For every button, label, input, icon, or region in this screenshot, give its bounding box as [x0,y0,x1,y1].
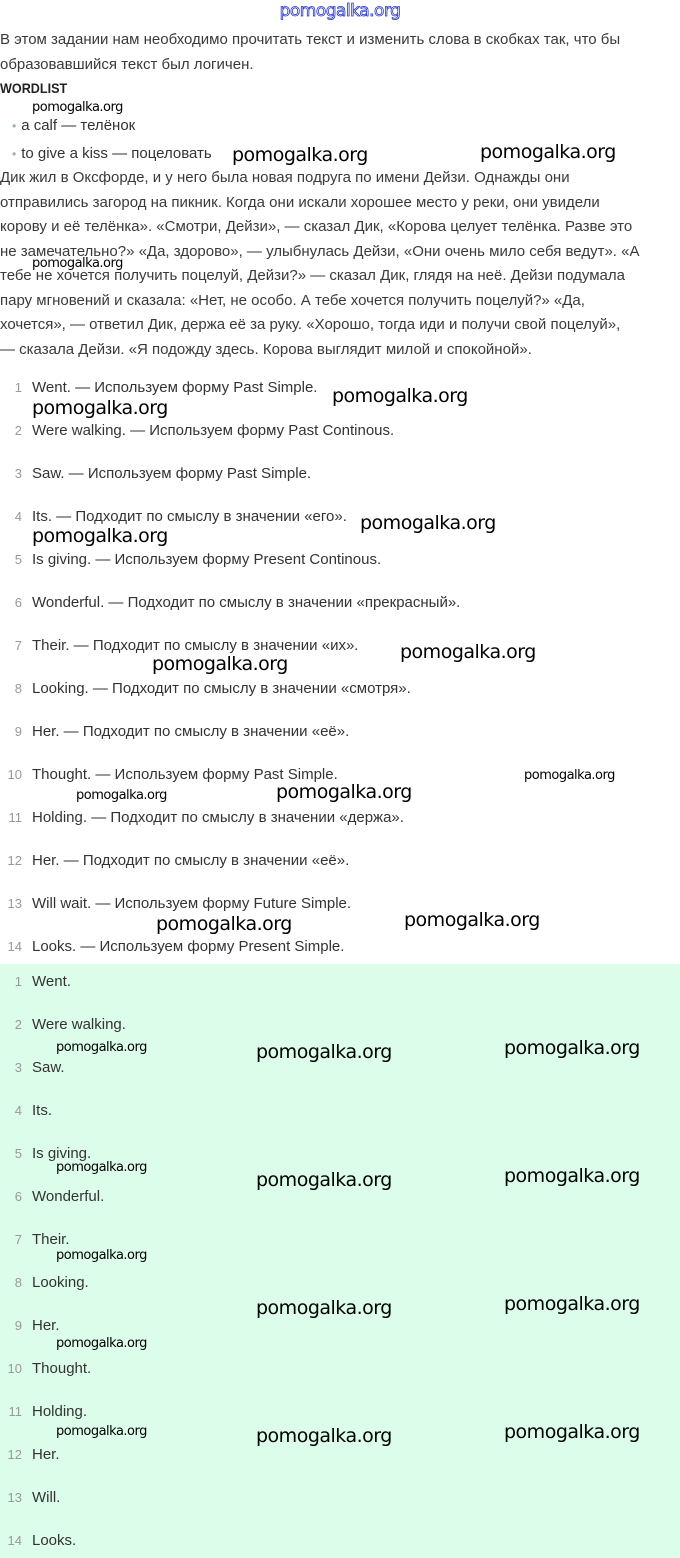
item-number: 9 [14,724,22,739]
item-number: 11 [8,810,22,825]
watermark: pomogalka.org [504,1037,640,1059]
watermark: pomogalka.org [76,788,167,803]
item-number: 13 [7,1490,22,1505]
watermark: pomogalka.org [56,1040,147,1055]
list-item [0,720,349,744]
wordlist-item: • a calf — телёнок [12,117,135,134]
watermark: pomogalka.org [360,512,496,534]
item-text: Thought. — Используем форму Past Simple. [32,766,338,783]
paragraph-line: Дик жил в Оксфорде, и у него была новая подруга по имени Дейзи. Однажды они [0,169,570,186]
wordlist-title: WORDLIST [0,80,68,96]
item-number: 1 [14,974,22,989]
watermark: pomogalka.org [332,385,468,407]
item-number: 9 [14,1318,22,1333]
watermark: pomogalka.org [32,256,123,271]
item-number: 10 [7,767,22,782]
paragraph-line: не замечательно?» «Да, здорово», — улыбнулась Дейзи, «Они очень мило себя ведут». «А [0,242,640,260]
watermark: pomogalka.org [256,1297,392,1319]
watermark: pomogalka.org [32,525,168,547]
watermark: pomogalka.org [56,1424,147,1439]
item-text: Went. — Используем форму Past Simple. [32,379,318,396]
watermark: pomogalka.org [156,913,292,935]
item-number: 5 [14,552,22,567]
item-text: Looks. [32,1532,77,1549]
watermark: pomogalka.org [256,1041,392,1063]
watermark: pomogalka.org [524,768,615,783]
item-text: Holding. — Подходит по смыслу в значении «держа». [32,809,404,826]
item-text: Wonderful. — Подходит по смыслу в значении «прекрасный». [32,594,461,611]
watermark: pomogalka.org [56,1160,147,1175]
list-item [0,1357,91,1381]
item-text: Wonderful. [32,1188,105,1205]
item-text: Her. [32,1446,60,1463]
item-number: 6 [14,1189,22,1204]
item-number: 12 [7,1447,22,1462]
watermark: pomogalka.org [504,1293,640,1315]
item-number: 6 [14,595,22,610]
item-text: Thought. [32,1360,92,1377]
item-number: 3 [14,466,22,481]
item-text: Saw. — Используем форму Past Simple. [32,465,312,482]
watermark: pomogalka.org [276,781,412,803]
item-number: 8 [14,681,22,696]
item-text: Looking. — Подходит по смыслу в значении «смотря». [32,680,411,697]
paragraph-line: хочется», — ответил Дик, держа её за руку. «Хорошо, тогда иди и получи свой поцелуй», [0,316,621,333]
item-text: Its. — Подходит по смыслу в значении «его». [32,508,347,525]
list-item [0,806,404,830]
item-number: 1 [14,380,22,395]
paragraph-line: тебе не хочется получить поцелуй, Дейзи?» — сказал Дик, глядя на неё. Дейзи подумала [0,267,625,284]
site-header-watermark: pomogalka.org [279,1,401,21]
list-item [0,1099,52,1123]
list-item [0,677,411,701]
item-number: 10 [7,1361,22,1376]
list-item [0,935,344,959]
list-item [0,1056,65,1080]
item-number: 11 [8,1404,22,1419]
item-number: 4 [14,509,22,524]
list-item [0,1443,60,1467]
item-text: Will wait. — Используем форму Future Simple. [32,895,352,912]
watermark: pomogalka.org [32,397,168,419]
item-text: Is giving. [32,1145,92,1162]
wordlist-item: • to give a kiss — поцеловать [12,145,212,162]
item-text: Holding. [32,1403,88,1420]
item-text: Were walking. — Используем форму Past Continous. [32,422,395,439]
watermark: pomogalka.org [504,1165,640,1187]
item-number: 7 [14,1232,22,1247]
watermark: pomogalka.org [400,641,536,663]
paragraph-line: пару мгновений и сказала: «Нет, не особо. А тебе хочется получить поцелуй?» «Да, [0,291,585,309]
list-item [0,591,460,615]
item-number: 7 [14,638,22,653]
list-item [0,849,349,873]
item-number: 14 [7,939,22,954]
watermark: pomogalka.org [504,1421,640,1443]
list-item [0,1529,76,1553]
task-intro [0,27,620,77]
item-number: 2 [14,423,22,438]
item-text: Went. [32,973,71,990]
item-number: 4 [14,1103,22,1118]
item-number: 12 [7,853,22,868]
item-text: Looks. — Используем форму Present Simple. [32,938,345,955]
item-text: Saw. [32,1059,65,1076]
watermark: pomogalka.org [56,1336,147,1351]
list-item [0,462,311,486]
watermark: pomogalka.org [404,909,540,931]
list-item [0,1185,104,1209]
watermark: pomogalka.org [232,144,368,166]
item-text: Their. — Подходит по смыслу в значении «их». [32,637,359,654]
watermark: pomogalka.org [56,1248,147,1263]
item-text: Its. [32,1102,53,1119]
list-item [0,970,71,994]
watermark: pomogalka.org [480,141,616,163]
list-item [0,1400,87,1424]
list-item [0,1271,89,1295]
intro-line: образовавшийся текст был логичен. [0,56,254,73]
item-number: 13 [7,896,22,911]
paragraph-line: отправились загород на пикник. Когда они искали хорошее место у реки, они увидели [0,193,600,211]
item-number: 8 [14,1275,22,1290]
item-text: Is giving. — Используем форму Present Continous. [32,551,382,568]
item-text: Will. [32,1489,61,1506]
watermark: pomogalka.org [152,653,288,675]
item-text: Her. — Подходит по смыслу в значении «её». [32,723,350,740]
item-text: Her. [32,1317,60,1334]
item-text: Her. — Подходит по смыслу в значении «её». [32,852,350,869]
paragraph-line: корову и её телёнка». «Смотри, Дейзи», — сказал Дик, «Корова целует телёнка. Разве это [0,218,633,235]
list-item [0,419,394,443]
item-number: 14 [7,1533,22,1548]
intro-line: В этом задании нам необходимо прочитать текст и изменить слова в скобках так, что бы [0,31,621,48]
watermark: pomogalka.org [256,1425,392,1447]
item-text: Their. [32,1231,70,1248]
list-item [0,1013,126,1037]
item-number: 3 [14,1060,22,1075]
item-text: Looking. [32,1274,89,1291]
item-text: Were walking. [32,1016,126,1033]
item-number: 2 [14,1017,22,1032]
list-item [0,548,381,572]
list-item [0,1314,60,1338]
watermark: pomogalka.org [32,100,123,115]
item-number: 5 [14,1146,22,1161]
paragraph-line: — сказала Дейзи. «Я подожду здесь. Корова выглядит милой и спокойной». [0,340,532,358]
list-item [0,1486,60,1510]
watermark: pomogalka.org [256,1169,392,1191]
